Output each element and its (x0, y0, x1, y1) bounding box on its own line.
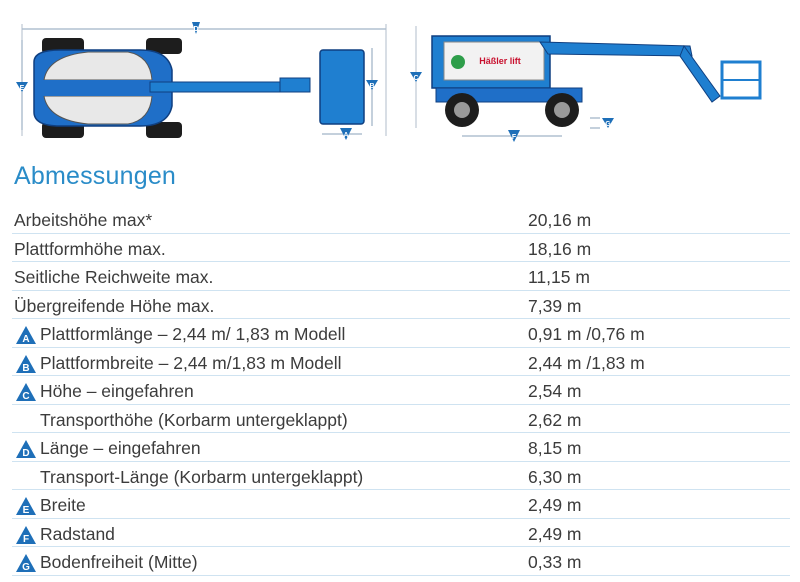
dimension-value: 20,16 m (528, 210, 592, 230)
table-row (12, 234, 790, 263)
dimension-label: Breite (40, 495, 86, 515)
table-row (12, 376, 790, 405)
svg-text:C: C (22, 391, 30, 402)
dimension-marker-icon (15, 496, 37, 516)
section-title: Abmessungen (14, 162, 177, 190)
table-row (12, 262, 790, 291)
dimension-label: Transport-Länge (Korbarm untergeklappt) (40, 466, 364, 487)
dimension-value: 7,39 m (528, 295, 582, 316)
dimension-value: 0,33 m (528, 552, 582, 572)
dimension-value: 11,15 m (528, 267, 590, 287)
dimension-label: Plattformlänge – 2,44 m/ 1,83 m Modell (40, 324, 346, 344)
dimension-label: Radstand (40, 523, 115, 544)
dimension-value: 2,44 m /1,83 m (528, 352, 645, 373)
dimension-label: Seitliche Reichweite max. (14, 267, 214, 287)
dimension-label: Plattformhöhe max. (14, 238, 166, 259)
dimension-label: Übergreifende Höhe max. (14, 295, 215, 316)
svg-text:B: B (369, 83, 375, 90)
dimension-marker-icon (15, 354, 37, 374)
dimension-value: 2,49 m (528, 523, 582, 544)
dimension-marker-icon (15, 525, 37, 545)
dimension-value: 6,30 m (528, 466, 582, 487)
dimension-marker-icon (15, 439, 37, 459)
machine-drawings (0, 0, 800, 150)
side-view-drawing (410, 26, 760, 142)
dimension-marker-icon (15, 325, 37, 345)
brand-text: Häßler lift (479, 56, 521, 66)
table-row (12, 348, 790, 377)
dimension-value: 2,54 m (528, 381, 582, 401)
table-row (12, 291, 790, 320)
dimension-value: 18,16 m (528, 238, 592, 259)
table-row (12, 205, 790, 234)
dim-label-d: D (193, 26, 199, 33)
svg-text:G: G (22, 562, 30, 573)
dimension-marker-icon (15, 553, 37, 573)
svg-text:F: F (511, 134, 517, 141)
table-row (12, 490, 790, 519)
svg-text:E: E (22, 505, 30, 516)
svg-text:F: F (22, 533, 30, 545)
dimension-value: 0,91 m /0,76 m (528, 324, 645, 344)
dimension-value: 2,49 m (528, 495, 582, 515)
dimensions-table (12, 205, 790, 576)
svg-text:B: B (22, 362, 30, 374)
svg-text:E: E (19, 85, 25, 92)
dimension-label: Höhe – eingefahren (40, 381, 194, 401)
table-row (12, 319, 790, 348)
dimension-value: 2,62 m (528, 409, 582, 430)
dimension-label: Transporthöhe (Korbarm untergeklappt) (40, 409, 348, 430)
table-row (12, 547, 790, 576)
svg-text:D: D (22, 448, 30, 459)
dimension-label: Plattformbreite – 2,44 m/1,83 m Modell (40, 352, 342, 373)
svg-text:G: G (605, 121, 611, 128)
table-row (12, 462, 790, 491)
dimension-marker-icon (15, 382, 37, 402)
top-view-drawing (16, 22, 386, 140)
dimension-label: Bodenfreiheit (Mitte) (40, 552, 198, 572)
table-row (12, 433, 790, 462)
dimension-value: 8,15 m (528, 438, 582, 458)
table-row (12, 405, 790, 434)
svg-text:A: A (22, 334, 30, 345)
dimension-label: Länge – eingefahren (40, 438, 201, 458)
table-row (12, 519, 790, 548)
dimension-label: Arbeitshöhe max* (14, 210, 153, 230)
svg-text:A: A (343, 132, 349, 139)
svg-text:C: C (413, 75, 419, 82)
